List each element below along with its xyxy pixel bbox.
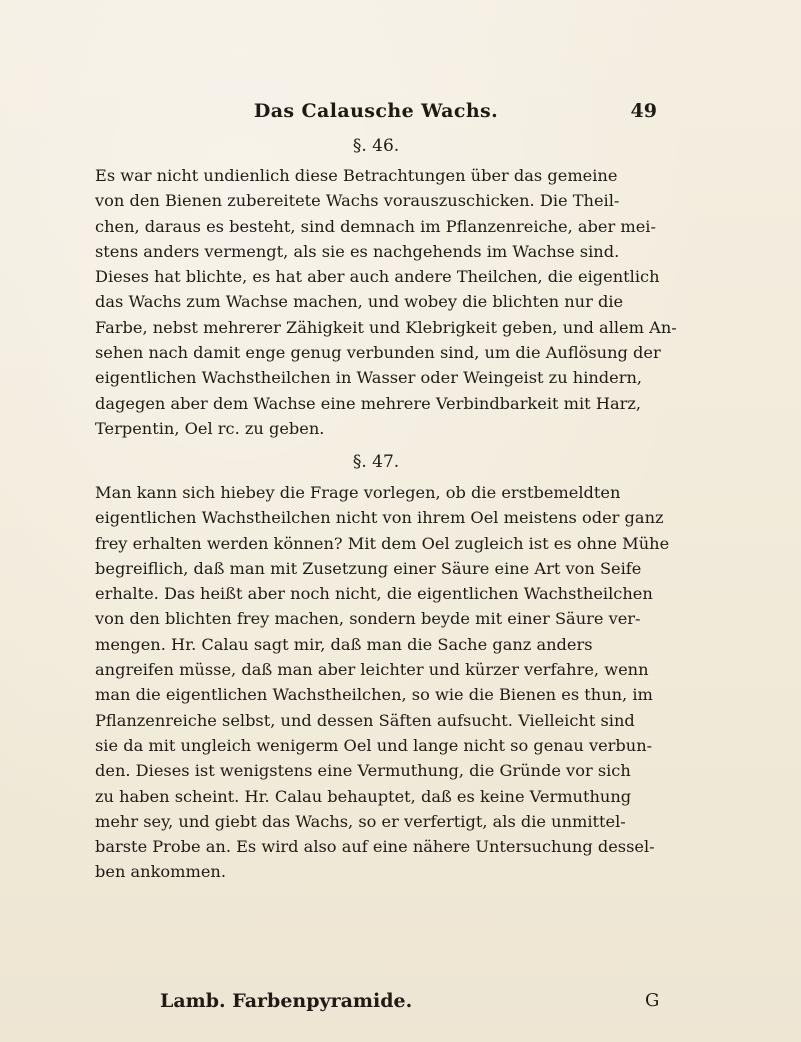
text-line: chen, daraus es besteht, sind demnach im Pflanzenreiche, aber mei- [95, 216, 656, 236]
text-line: dagegen aber dem Wachse eine mehrere Verbindbarkeit mit Harz, [95, 393, 642, 413]
paragraph-46 [95, 163, 757, 441]
running-title: Das Calausche Wachs. [253, 100, 499, 122]
text-line: erhalte. Das heißt aber noch nicht, die eigentlichen Wachstheilchen [95, 584, 653, 604]
text-line: Pflanzenreiche selbst, und dessen Säften aufsucht. Vielleicht sind [95, 710, 635, 730]
page-footer [160, 990, 680, 1016]
text-line: von den blichten frey machen, sondern beyde mit einer Säure ver- [95, 609, 641, 629]
text-line: mehr sey, und giebt das Wachs, so er verfertigt, als die unmittel- [95, 811, 626, 831]
text-line: von den Bienen zubereitete Wachs vorauszuschicken. Die Theil- [95, 191, 620, 211]
text-line: eigentlichen Wachstheilchen nicht von ihrem Oel meistens oder ganz [95, 508, 664, 528]
text-line: Terpentin, Oel rc. zu geben. [95, 418, 325, 438]
catchword: Lamb. Farbenpyramide. [160, 990, 413, 1012]
text-line: den. Dieses ist wenigstens eine Vermuthung, die Gründe vor sich [95, 761, 631, 781]
page-header [95, 100, 657, 126]
text-line: Es war nicht undienlich diese Betrachtungen über das gemeine [95, 166, 618, 185]
paragraph-47 [95, 480, 757, 885]
text-line: angreifen müsse, daß man aber leichter und kürzer verfahre, wenn [95, 660, 649, 680]
section-heading-47: §. 47. [352, 452, 400, 472]
text-line: begreiflich, daß man mit Zusetzung einer Säure eine Art von Seife [95, 558, 642, 578]
text-line: sie da mit ungleich wenigerm Oel und lange nicht so genau verbun- [95, 735, 653, 755]
text-line: zu haben scheint. Hr. Calau behauptet, daß es keine Vermuthung [95, 786, 632, 806]
page-number: 49 [630, 100, 657, 122]
text-line: frey erhalten werden können? Mit dem Oel zugleich ist es ohne Mühe [95, 533, 670, 553]
text-line: Farbe, nebst mehrerer Zähigkeit und Klebrigkeit geben, und allem An- [95, 317, 677, 337]
text-line: man die eigentlichen Wachstheilchen, so wie die Bienen es thun, im [95, 685, 653, 705]
text-line: stens anders vermengt, als sie es nachgehends im Wachse sind. [95, 241, 620, 261]
text-line: ben ankommen. [95, 862, 226, 882]
text-line: Dieses hat blichte, es hat aber auch andere Theilchen, die eigentlich [95, 267, 660, 287]
section-heading-46: §. 46. [352, 136, 400, 156]
text-line: das Wachs zum Wachse machen, und wobey die blichten nur die [95, 292, 624, 312]
text-line: Man kann sich hiebey die Frage vorlegen, ob die erstbemeldten [95, 483, 621, 502]
text-line: sehen nach damit enge genug verbunden sind, um die Auflösung der [95, 343, 661, 363]
text-line: barste Probe an. Es wird also auf eine nähere Untersuchung dessel- [95, 837, 655, 857]
text-line: mengen. Hr. Calau sagt mir, daß man die Sache ganz anders [95, 634, 593, 654]
text-line: eigentlichen Wachstheilchen in Wasser oder Weingeist zu hindern, [95, 368, 643, 388]
signature-mark: G [645, 990, 660, 1011]
